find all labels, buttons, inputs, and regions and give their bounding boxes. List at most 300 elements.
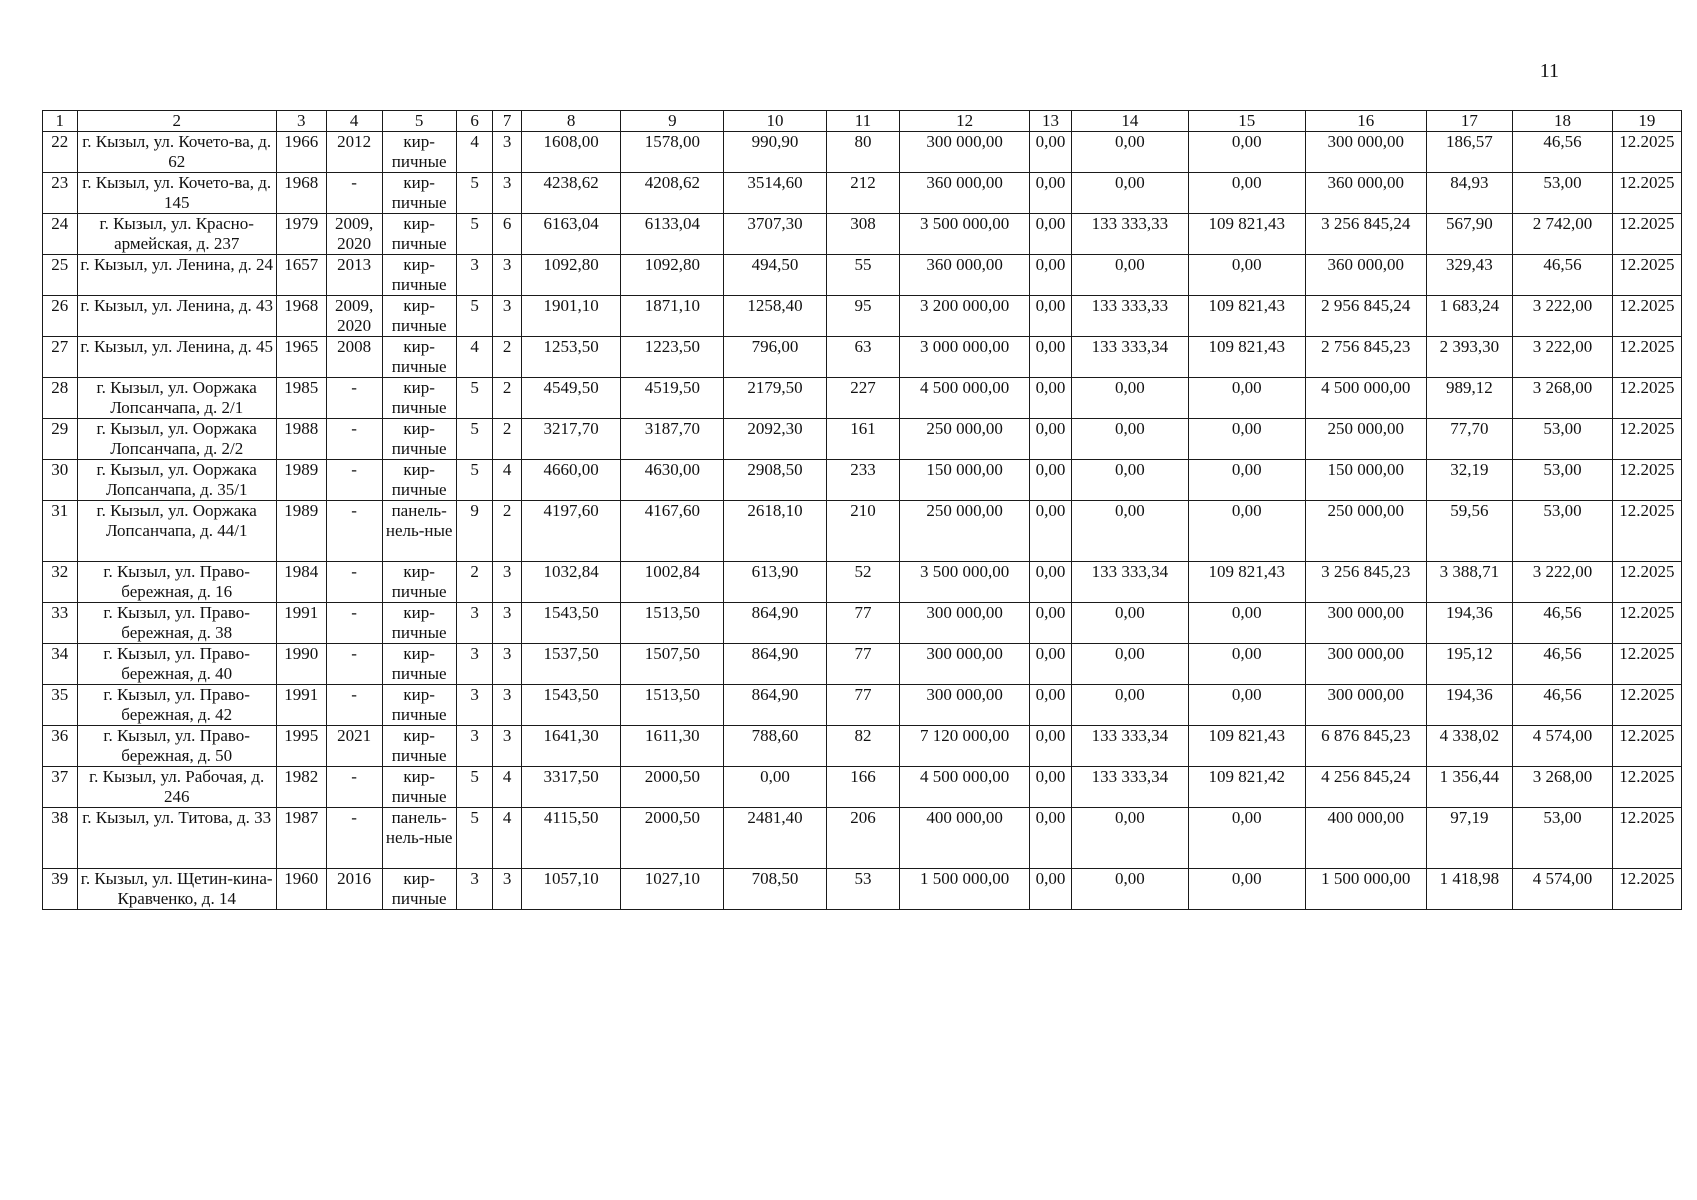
cell-max-unit-cost: 2 742,00 [1513,214,1613,255]
cell-cost-col-14: 0,00 [1071,644,1188,685]
cell-floors: 2 [456,562,493,603]
cell-area-premises: 1027,10 [621,869,724,910]
cell-residents: 80 [826,132,899,173]
cell-max-unit-cost: 53,00 [1513,173,1613,214]
table-row [43,460,1682,501]
cell-unit-cost: 4 338,02 [1426,726,1512,767]
cell-unit-cost: 989,12 [1426,378,1512,419]
cell-floors: 5 [456,767,493,808]
cell-address: г. Кызыл, ул. Ооржака Лопсанчапа, д. 44/1 [77,501,276,562]
cell-cost-col-16: 300 000,00 [1305,685,1426,726]
cell-cost-col-15: 0,00 [1188,419,1305,460]
cell-area-residential: 2618,10 [724,501,827,562]
cell-address: г. Кызыл, ул. Кочето-ва, д. 145 [77,173,276,214]
cell-row-number: 32 [43,562,78,603]
cell-row-number: 35 [43,685,78,726]
cell-completion-date: 12.2025 [1612,501,1681,562]
cell-unit-cost: 194,36 [1426,685,1512,726]
cell-unit-cost: 186,57 [1426,132,1512,173]
cell-floors: 4 [456,132,493,173]
cell-total-area: 6163,04 [521,214,621,255]
cell-area-residential: 864,90 [724,603,827,644]
cell-cost-col-16: 6 876 845,23 [1305,726,1426,767]
cell-row-number: 34 [43,644,78,685]
cell-wall-material: кир-пичные [382,419,456,460]
cell-area-premises: 4208,62 [621,173,724,214]
cell-area-premises: 4630,00 [621,460,724,501]
cell-repair-cost-total: 3 000 000,00 [900,337,1030,378]
table-row [43,726,1682,767]
cell-total-area: 1057,10 [521,869,621,910]
page-number: 11 [1539,60,1559,82]
cell-cost-col-15: 0,00 [1188,808,1305,869]
table-row [43,132,1682,173]
column-number-4: 4 [326,111,382,132]
column-number-2: 2 [77,111,276,132]
cell-cost-col-16: 2 756 845,23 [1305,337,1426,378]
cell-cost-col-13: 0,00 [1030,726,1072,767]
cell-cost-col-15: 109 821,43 [1188,726,1305,767]
cell-wall-material: кир-пичные [382,460,456,501]
column-number-5: 5 [382,111,456,132]
cell-cost-col-15: 0,00 [1188,460,1305,501]
cell-total-area: 1092,80 [521,255,621,296]
cell-residents: 206 [826,808,899,869]
column-number-row [43,111,1682,132]
cell-max-unit-cost: 3 222,00 [1513,296,1613,337]
cell-entrances: 4 [493,767,521,808]
cell-residents: 227 [826,378,899,419]
cell-cost-col-15: 109 821,43 [1188,214,1305,255]
cell-residents: 63 [826,337,899,378]
cell-year-built: 1657 [276,255,326,296]
cell-cost-col-16: 300 000,00 [1305,603,1426,644]
cell-year-repaired: - [326,501,382,562]
cell-cost-col-15: 0,00 [1188,869,1305,910]
cell-address: г. Кызыл, ул. Красно-армейская, д. 237 [77,214,276,255]
cell-cost-col-13: 0,00 [1030,562,1072,603]
cell-cost-col-13: 0,00 [1030,132,1072,173]
cell-floors: 3 [456,726,493,767]
cell-max-unit-cost: 4 574,00 [1513,869,1613,910]
cell-address: г. Кызыл, ул. Ооржака Лопсанчапа, д. 2/1 [77,378,276,419]
column-number-7: 7 [493,111,521,132]
table-row [43,419,1682,460]
cell-wall-material: кир-пичные [382,378,456,419]
cell-max-unit-cost: 46,56 [1513,685,1613,726]
cell-cost-col-16: 360 000,00 [1305,255,1426,296]
cell-address: г. Кызыл, ул. Право-бережная, д. 38 [77,603,276,644]
cell-total-area: 1032,84 [521,562,621,603]
cell-repair-cost-total: 7 120 000,00 [900,726,1030,767]
cell-year-built: 1987 [276,808,326,869]
cell-address: г. Кызыл, ул. Ооржака Лопсанчапа, д. 2/2 [77,419,276,460]
cell-floors: 5 [456,378,493,419]
cell-year-built: 1989 [276,501,326,562]
cell-total-area: 4238,62 [521,173,621,214]
cell-repair-cost-total: 4 500 000,00 [900,378,1030,419]
cell-area-premises: 4167,60 [621,501,724,562]
cell-floors: 5 [456,808,493,869]
cell-cost-col-13: 0,00 [1030,337,1072,378]
cell-entrances: 3 [493,603,521,644]
cell-wall-material: кир-пичные [382,296,456,337]
cell-residents: 95 [826,296,899,337]
cell-address: г. Кызыл, ул. Ооржака Лопсанчапа, д. 35/1 [77,460,276,501]
cell-entrances: 3 [493,726,521,767]
cell-address: г. Кызыл, ул. Ленина, д. 24 [77,255,276,296]
cell-year-repaired: - [326,419,382,460]
cell-year-repaired: - [326,460,382,501]
cell-entrances: 3 [493,296,521,337]
cell-wall-material: кир-пичные [382,603,456,644]
cell-unit-cost: 1 356,44 [1426,767,1512,808]
cell-total-area: 3217,70 [521,419,621,460]
cell-year-repaired: - [326,173,382,214]
cell-area-residential: 3707,30 [724,214,827,255]
cell-completion-date: 12.2025 [1612,808,1681,869]
cell-area-residential: 788,60 [724,726,827,767]
cell-cost-col-13: 0,00 [1030,173,1072,214]
cell-year-repaired: 2013 [326,255,382,296]
cell-cost-col-15: 0,00 [1188,378,1305,419]
cell-residents: 53 [826,869,899,910]
cell-entrances: 4 [493,808,521,869]
cell-completion-date: 12.2025 [1612,869,1681,910]
cell-year-built: 1988 [276,419,326,460]
table-row [43,255,1682,296]
column-number-14: 14 [1071,111,1188,132]
cell-area-premises: 2000,50 [621,808,724,869]
cell-row-number: 24 [43,214,78,255]
cell-cost-col-15: 0,00 [1188,132,1305,173]
column-number-15: 15 [1188,111,1305,132]
cell-residents: 212 [826,173,899,214]
cell-area-residential: 2092,30 [724,419,827,460]
cell-max-unit-cost: 53,00 [1513,460,1613,501]
cell-total-area: 1608,00 [521,132,621,173]
cell-repair-cost-total: 300 000,00 [900,644,1030,685]
cell-entrances: 4 [493,460,521,501]
column-number-12: 12 [900,111,1030,132]
cell-residents: 55 [826,255,899,296]
cell-cost-col-15: 109 821,43 [1188,337,1305,378]
cell-area-premises: 1611,30 [621,726,724,767]
table-row [43,378,1682,419]
column-number-18: 18 [1513,111,1613,132]
cell-max-unit-cost: 53,00 [1513,419,1613,460]
cell-total-area: 4549,50 [521,378,621,419]
cell-floors: 5 [456,419,493,460]
cell-residents: 52 [826,562,899,603]
cell-cost-col-16: 300 000,00 [1305,132,1426,173]
cell-cost-col-14: 0,00 [1071,501,1188,562]
cell-unit-cost: 2 393,30 [1426,337,1512,378]
cell-row-number: 23 [43,173,78,214]
cell-completion-date: 12.2025 [1612,726,1681,767]
cell-wall-material: кир-пичные [382,214,456,255]
cell-area-residential: 2179,50 [724,378,827,419]
cell-wall-material: кир-пичные [382,685,456,726]
column-number-10: 10 [724,111,827,132]
cell-completion-date: 12.2025 [1612,460,1681,501]
cell-year-repaired: - [326,808,382,869]
cell-area-residential: 2908,50 [724,460,827,501]
cell-year-built: 1965 [276,337,326,378]
cell-cost-col-15: 109 821,43 [1188,296,1305,337]
column-number-1: 1 [43,111,78,132]
cell-year-built: 1985 [276,378,326,419]
cell-cost-col-15: 0,00 [1188,603,1305,644]
cell-area-premises: 1002,84 [621,562,724,603]
cell-total-area: 4115,50 [521,808,621,869]
cell-entrances: 3 [493,173,521,214]
cell-address: г. Кызыл, ул. Титова, д. 33 [77,808,276,869]
cell-wall-material: кир-пичные [382,255,456,296]
cell-cost-col-13: 0,00 [1030,214,1072,255]
table-row [43,214,1682,255]
cell-completion-date: 12.2025 [1612,419,1681,460]
cell-cost-col-13: 0,00 [1030,869,1072,910]
cell-completion-date: 12.2025 [1612,255,1681,296]
column-number-13: 13 [1030,111,1072,132]
cell-total-area: 1253,50 [521,337,621,378]
cell-cost-col-14: 133 333,33 [1071,214,1188,255]
cell-repair-cost-total: 400 000,00 [900,808,1030,869]
cell-wall-material: кир-пичные [382,644,456,685]
cell-cost-col-16: 250 000,00 [1305,419,1426,460]
cell-residents: 77 [826,603,899,644]
cell-cost-col-13: 0,00 [1030,603,1072,644]
cell-year-built: 1982 [276,767,326,808]
cell-total-area: 3317,50 [521,767,621,808]
cell-cost-col-16: 4 256 845,24 [1305,767,1426,808]
cell-residents: 166 [826,767,899,808]
cell-unit-cost: 84,93 [1426,173,1512,214]
cell-year-repaired: 2016 [326,869,382,910]
cell-cost-col-14: 0,00 [1071,603,1188,644]
column-number-8: 8 [521,111,621,132]
cell-year-built: 1984 [276,562,326,603]
cell-year-repaired: - [326,644,382,685]
cell-repair-cost-total: 250 000,00 [900,419,1030,460]
cell-row-number: 25 [43,255,78,296]
cell-entrances: 2 [493,419,521,460]
cell-wall-material: кир-пичные [382,726,456,767]
cell-completion-date: 12.2025 [1612,603,1681,644]
column-number-16: 16 [1305,111,1426,132]
cell-wall-material: кир-пичные [382,562,456,603]
cell-floors: 4 [456,337,493,378]
cell-max-unit-cost: 46,56 [1513,132,1613,173]
cell-address: г. Кызыл, ул. Право-бережная, д. 40 [77,644,276,685]
cell-wall-material: кир-пичные [382,869,456,910]
table-row [43,603,1682,644]
cell-cost-col-16: 4 500 000,00 [1305,378,1426,419]
cell-cost-col-13: 0,00 [1030,685,1072,726]
table-row [43,767,1682,808]
cell-repair-cost-total: 360 000,00 [900,255,1030,296]
cell-floors: 5 [456,214,493,255]
cell-cost-col-16: 360 000,00 [1305,173,1426,214]
cell-area-premises: 1513,50 [621,685,724,726]
cell-cost-col-13: 0,00 [1030,296,1072,337]
cell-cost-col-14: 133 333,34 [1071,562,1188,603]
cell-residents: 77 [826,685,899,726]
cell-year-built: 1960 [276,869,326,910]
cell-completion-date: 12.2025 [1612,644,1681,685]
cell-max-unit-cost: 3 222,00 [1513,562,1613,603]
cell-cost-col-13: 0,00 [1030,419,1072,460]
cell-floors: 3 [456,869,493,910]
cell-cost-col-13: 0,00 [1030,378,1072,419]
cell-floors: 5 [456,296,493,337]
cell-repair-cost-total: 360 000,00 [900,173,1030,214]
cell-unit-cost: 59,56 [1426,501,1512,562]
cell-entrances: 3 [493,644,521,685]
cell-cost-col-13: 0,00 [1030,501,1072,562]
cell-area-residential: 613,90 [724,562,827,603]
cell-repair-cost-total: 3 500 000,00 [900,562,1030,603]
cell-residents: 161 [826,419,899,460]
cell-cost-col-16: 400 000,00 [1305,808,1426,869]
cell-address: г. Кызыл, ул. Кочето-ва, д. 62 [77,132,276,173]
cell-residents: 233 [826,460,899,501]
cell-max-unit-cost: 3 222,00 [1513,337,1613,378]
table-row [43,501,1682,562]
cell-cost-col-16: 300 000,00 [1305,644,1426,685]
cell-cost-col-14: 0,00 [1071,808,1188,869]
cell-cost-col-16: 2 956 845,24 [1305,296,1426,337]
column-number-3: 3 [276,111,326,132]
cell-area-residential: 864,90 [724,685,827,726]
cell-completion-date: 12.2025 [1612,767,1681,808]
cell-unit-cost: 194,36 [1426,603,1512,644]
cell-total-area: 1543,50 [521,685,621,726]
cell-floors: 3 [456,685,493,726]
cell-cost-col-13: 0,00 [1030,460,1072,501]
cell-row-number: 30 [43,460,78,501]
cell-cost-col-15: 109 821,43 [1188,562,1305,603]
cell-area-premises: 1871,10 [621,296,724,337]
table-row [43,685,1682,726]
column-number-9: 9 [621,111,724,132]
cell-repair-cost-total: 3 200 000,00 [900,296,1030,337]
cell-unit-cost: 97,19 [1426,808,1512,869]
cell-row-number: 33 [43,603,78,644]
cell-year-repaired: 2009, 2020 [326,214,382,255]
cell-unit-cost: 567,90 [1426,214,1512,255]
cell-year-built: 1991 [276,685,326,726]
cell-completion-date: 12.2025 [1612,132,1681,173]
cell-unit-cost: 3 388,71 [1426,562,1512,603]
cell-area-residential: 990,90 [724,132,827,173]
cell-cost-col-13: 0,00 [1030,767,1072,808]
cell-area-residential: 3514,60 [724,173,827,214]
cell-entrances: 3 [493,255,521,296]
cell-cost-col-14: 0,00 [1071,173,1188,214]
cell-cost-col-14: 133 333,34 [1071,726,1188,767]
cell-unit-cost: 32,19 [1426,460,1512,501]
cell-completion-date: 12.2025 [1612,296,1681,337]
cell-total-area: 4660,00 [521,460,621,501]
cell-address: г. Кызыл, ул. Ленина, д. 43 [77,296,276,337]
cell-year-repaired: 2009, 2020 [326,296,382,337]
cell-address: г. Кызыл, ул. Право-бережная, д. 16 [77,562,276,603]
table-row [43,644,1682,685]
cell-area-residential: 1258,40 [724,296,827,337]
cell-wall-material: кир-пичные [382,132,456,173]
cell-cost-col-14: 133 333,34 [1071,337,1188,378]
cell-row-number: 31 [43,501,78,562]
cell-area-residential: 2481,40 [724,808,827,869]
table-row [43,808,1682,869]
cell-address: г. Кызыл, ул. Право-бережная, д. 42 [77,685,276,726]
cell-row-number: 38 [43,808,78,869]
cell-cost-col-14: 0,00 [1071,132,1188,173]
cell-repair-cost-total: 150 000,00 [900,460,1030,501]
cell-wall-material: кир-пичные [382,767,456,808]
cell-row-number: 29 [43,419,78,460]
cell-entrances: 2 [493,501,521,562]
table-row [43,562,1682,603]
table-row [43,296,1682,337]
cell-area-premises: 3187,70 [621,419,724,460]
cell-completion-date: 12.2025 [1612,337,1681,378]
cell-cost-col-14: 0,00 [1071,378,1188,419]
cell-max-unit-cost: 53,00 [1513,808,1613,869]
table-row [43,173,1682,214]
cell-cost-col-14: 0,00 [1071,869,1188,910]
cell-cost-col-15: 0,00 [1188,255,1305,296]
cell-max-unit-cost: 46,56 [1513,644,1613,685]
cell-row-number: 28 [43,378,78,419]
cell-cost-col-16: 250 000,00 [1305,501,1426,562]
cell-entrances: 3 [493,869,521,910]
cell-max-unit-cost: 3 268,00 [1513,767,1613,808]
cell-repair-cost-total: 1 500 000,00 [900,869,1030,910]
cell-entrances: 2 [493,337,521,378]
cell-year-built: 1995 [276,726,326,767]
cell-area-residential: 864,90 [724,644,827,685]
cell-year-built: 1968 [276,173,326,214]
cell-area-premises: 1578,00 [621,132,724,173]
cell-area-premises: 4519,50 [621,378,724,419]
column-number-19: 19 [1612,111,1681,132]
cell-year-built: 1991 [276,603,326,644]
cell-cost-col-13: 0,00 [1030,808,1072,869]
cell-total-area: 1543,50 [521,603,621,644]
cell-unit-cost: 1 418,98 [1426,869,1512,910]
buildings-table [42,110,1682,910]
cell-repair-cost-total: 300 000,00 [900,685,1030,726]
cell-entrances: 6 [493,214,521,255]
cell-entrances: 3 [493,685,521,726]
cell-repair-cost-total: 250 000,00 [900,501,1030,562]
cell-area-residential: 708,50 [724,869,827,910]
cell-cost-col-16: 150 000,00 [1305,460,1426,501]
cell-address: г. Кызыл, ул. Право-бережная, д. 50 [77,726,276,767]
cell-cost-col-13: 0,00 [1030,255,1072,296]
cell-year-built: 1990 [276,644,326,685]
cell-cost-col-16: 1 500 000,00 [1305,869,1426,910]
cell-residents: 77 [826,644,899,685]
cell-cost-col-16: 3 256 845,24 [1305,214,1426,255]
cell-max-unit-cost: 4 574,00 [1513,726,1613,767]
cell-max-unit-cost: 46,56 [1513,255,1613,296]
column-number-6: 6 [456,111,493,132]
cell-residents: 308 [826,214,899,255]
